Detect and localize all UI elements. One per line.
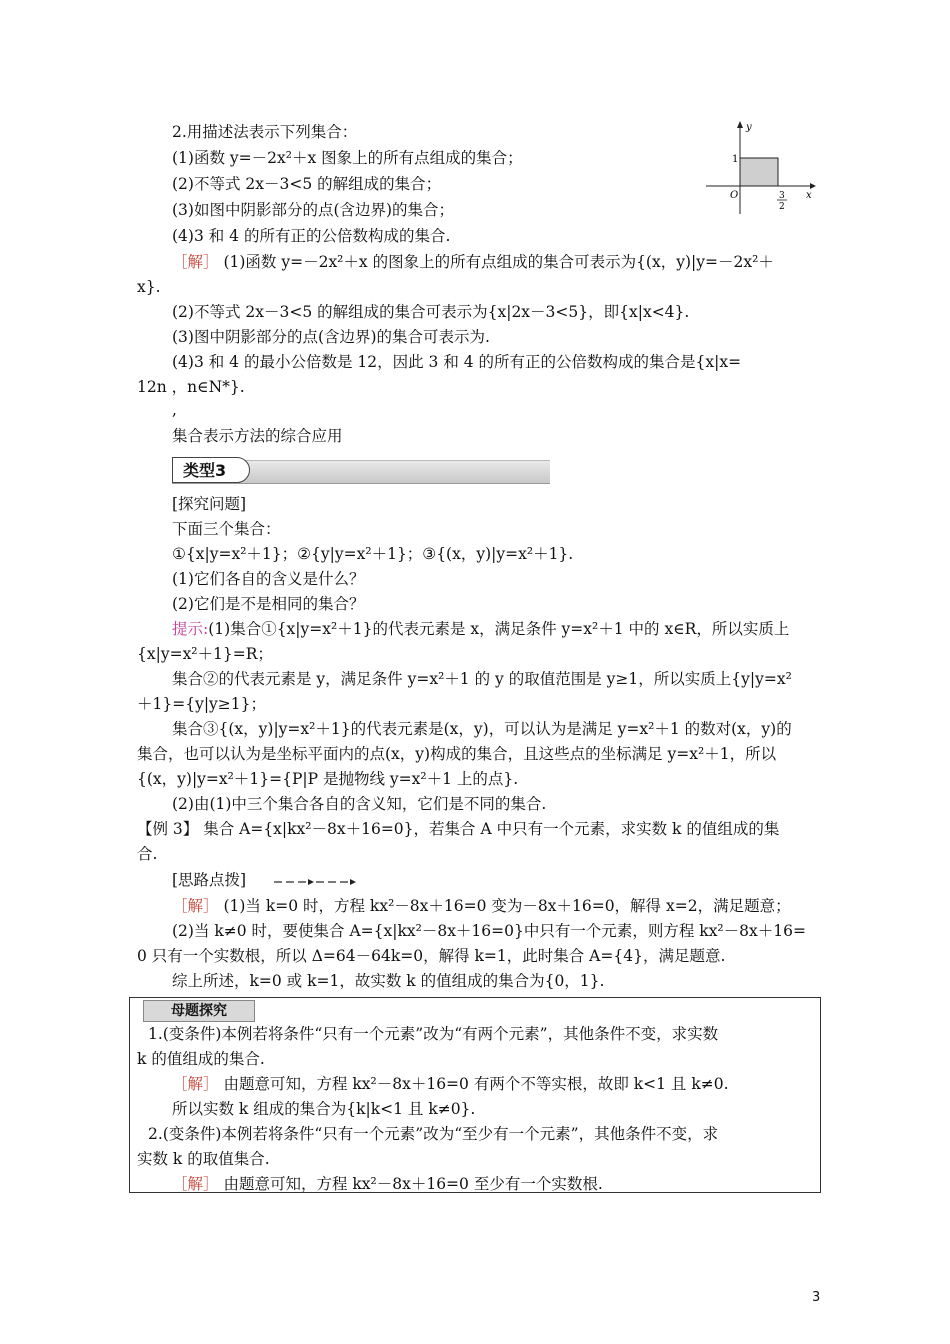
solution-2-line-6: 12n ，n∈N*}.: [137, 378, 245, 396]
arrow-head: [308, 879, 314, 885]
hint-line-3: 集合②的代表元素是 y，满足条件 y=x²＋1 的 y 的取值范围是 y≥1，所以实质上{y|y=x²: [172, 670, 792, 688]
x-axis-arrow: [810, 183, 816, 189]
box-solution-2-line-1: [172, 1174, 603, 1194]
problem-2-part-2: (2)不等式 2x－3<5 的解组成的集合；: [172, 175, 442, 193]
solution-2-text-1: (1)函数 y=－2x²＋x 的图象上的所有点组成的集合可表示为{(x，y)|y=－2x²＋: [223, 253, 774, 271]
solution-2-line-2: x}.: [137, 278, 161, 296]
hint-line-2: {x|y=x²＋1}=R；: [137, 645, 273, 663]
example-3-conclusion: 综上所述，k=0 或 k=1，故实数 k 的值组成的集合为{0，1}.: [172, 972, 605, 990]
section-title: 集合表示方法的综合应用: [172, 427, 343, 445]
problem-2-part-4: (4)3 和 4 的所有正的公倍数构成的集合.: [172, 227, 451, 245]
solution-tag: ［解］: [172, 1075, 219, 1093]
example-3-solution-text-1: (1)当 k=0 时，方程 kx²－8x＋16=0 变为－8x＋16=0，解得 x=2，满足题意；: [223, 897, 791, 915]
shaded-rect: [740, 158, 778, 186]
y-axis-label: y: [746, 122, 752, 133]
hint-line-4: ＋1}={y|y≥1}；: [137, 695, 267, 713]
example-3-solution-line-1: [172, 896, 791, 916]
solution-2-line-3: (2)不等式 2x－3<5 的解组成的集合可表示为{x|2x－3<5}，即{x|x<4}.: [172, 303, 690, 321]
hint-text-1: (1)集合①{x|y=x²＋1}的代表元素是 x，满足条件 y=x²＋1 中的 x∈R，所以实质上: [208, 620, 790, 638]
box-problem-2-line-2: 实数 k 的取值集合.: [137, 1150, 270, 1168]
box-solution-1-line-1: [172, 1074, 729, 1094]
problem-2-part-3: (3)如图中阴影部分的点(含边界)的集合；: [172, 201, 455, 219]
hint-tag: 提示:: [172, 620, 209, 638]
explore-title: [探究问题]: [172, 495, 247, 513]
solution-tag: ［解］: [172, 1175, 219, 1193]
solution-2-line-4: (3)图中阴影部分的点(含边界)的集合可表示为.: [172, 328, 490, 346]
origin-label: O: [730, 190, 739, 201]
arrow-sequence: [272, 872, 362, 892]
hint-line-1: [172, 619, 789, 639]
solution-2-line-1: [172, 252, 774, 272]
type-heading: 类型3: [172, 457, 250, 483]
box-problem-2-line-1: 2.(变条件)本例若将条件“只有一个元素”改为“至少有一个元素”，其他条件不变，求: [148, 1125, 719, 1143]
example-3-solution-line-3: 0 只有一个实数根，所以 Δ=64－64k=0，解得 k=1，此时集合 A={4}，满足题意.: [137, 947, 726, 965]
thinking-hint-label: [思路点拨]: [172, 871, 247, 889]
y-one-label: 1: [732, 154, 739, 165]
explore-sets: ①{x|y=x²＋1}；②{y|y=x²＋1}；③{(x，y)|y=x²＋1}.: [172, 545, 574, 563]
example-3-line-1: 【例 3】 集合 A={x|kx²－8x＋16=0}，若集合 A 中只有一个元素，求实数 k 的值组成的集: [137, 820, 780, 838]
solution-2-line-5: (4)3 和 4 的最小公倍数是 12，因此 3 和 4 的所有正的公倍数构成的集合是{x|x=: [172, 353, 742, 371]
hint-line-7: {(x，y)|y=x²＋1}={P|P 是抛物线 y=x²＋1 上的点}.: [137, 770, 519, 788]
hint-line-8: (2)由(1)中三个集合各自的含义知，它们是不同的集合.: [172, 795, 547, 813]
box-solution-1-text: 由题意可知，方程 kx²－8x＋16=0 有两个不等实根，故即 k<1 且 k≠0.: [223, 1075, 729, 1093]
example-3-line-2: 合.: [137, 845, 158, 863]
y-axis-arrow: [737, 121, 743, 128]
hint-line-6: 集合，也可以认为是坐标平面内的点(x，y)构成的集合，且这些点的坐标满足 y=x²＋1，所以: [137, 745, 777, 763]
problem-2-statement: 2.用描述法表示下列集合：: [172, 123, 358, 141]
page-number: 3: [812, 1290, 821, 1305]
explore-question-2: (2)它们是不是相同的集合？: [172, 595, 365, 613]
shaded-region-figure: [700, 118, 820, 218]
stray-comma: ,: [172, 401, 177, 419]
problem-2-part-1: (1)函数 y=－2x²＋x 图象上的所有点组成的集合；: [172, 149, 523, 167]
box-problem-1-line-1: 1.(变条件)本例若将条件“只有一个元素”改为“有两个元素”，其他条件不变，求实数: [148, 1025, 719, 1043]
explore-intro: 下面三个集合：: [172, 520, 281, 538]
box-solution-2-text: 由题意可知，方程 kx²－8x＋16=0 至少有一个实数根.: [223, 1175, 603, 1193]
mother-problem-label: 母题探究: [143, 1000, 255, 1022]
frac-denominator: 2: [779, 202, 785, 212]
frac-numerator: 3: [779, 191, 785, 201]
x-axis-label: x: [806, 190, 812, 201]
box-problem-1-line-2: k 的值组成的集合.: [137, 1050, 265, 1068]
arrow-head: [350, 879, 356, 885]
hint-line-5: 集合③{(x，y)|y=x²＋1}的代表元素是(x，y)，可以认为是满足 y=x²＋1 的数对(x，y)的: [172, 720, 792, 738]
box-solution-1-line-2: 所以实数 k 组成的集合为{k|k<1 且 k≠0}.: [172, 1100, 476, 1118]
solution-tag: ［解］: [172, 897, 219, 915]
solution-tag: ［解］: [172, 253, 219, 271]
explore-question-1: (1)它们各自的含义是什么？: [172, 570, 365, 588]
example-3-solution-line-2: (2)当 k≠0 时，要使集合 A={x|kx²－8x＋16=0}中只有一个元素，则方程 kx²－8x＋16=: [172, 922, 806, 940]
